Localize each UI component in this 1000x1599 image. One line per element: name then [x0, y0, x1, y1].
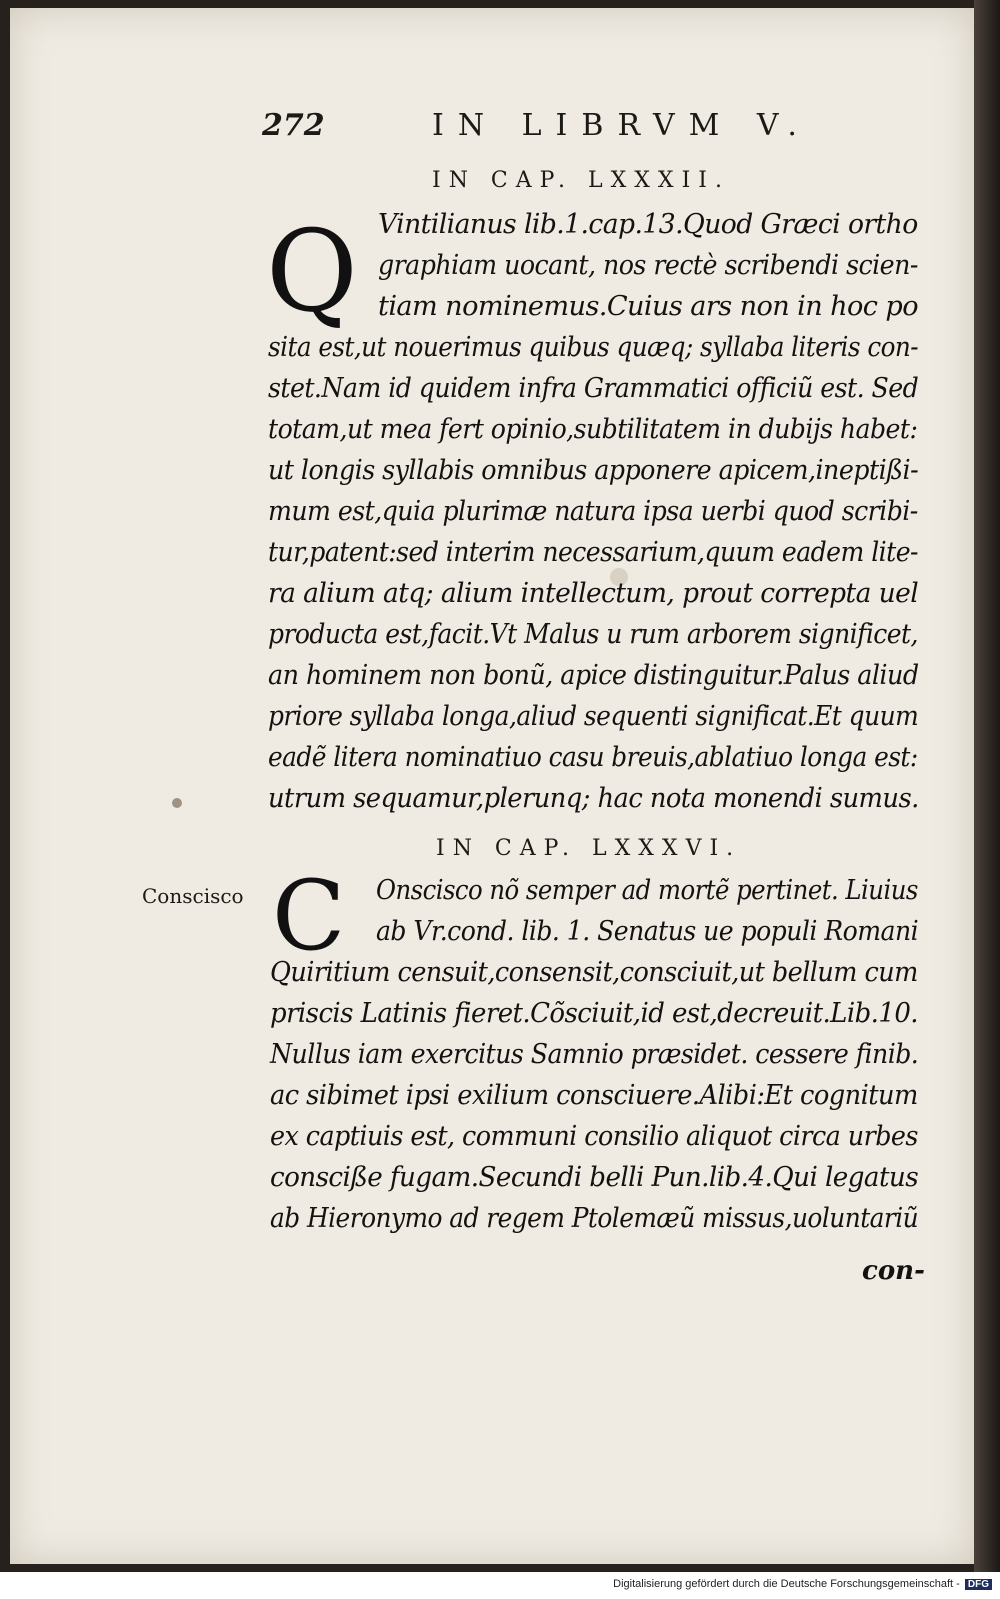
drop-cap-initial: C — [272, 860, 346, 972]
text-line: totam,ut mea fert opinio,subtilitatem in dubijs habet: — [268, 413, 918, 445]
dfg-logo: DFG — [965, 1579, 992, 1590]
text-line: Onscisco nõ semper ad mortẽ pertinet. Liuius — [376, 874, 918, 906]
text-line: Vintilianus lib.1.cap.13.Quod Græci ortho — [378, 208, 918, 240]
text-line: Nullus iam exercitus Samnio præsidet. cessere finib. — [270, 1038, 919, 1070]
text-line: ac sibimet ipsi exilium consciuere.Alibi:Et cognitum — [270, 1079, 918, 1111]
text-line: sita est,ut nouerimus quibus quæq; syllaba literis con- — [268, 331, 919, 363]
drop-cap-initial: Q — [266, 207, 358, 337]
book-title: IN LIBRVM V. — [432, 108, 811, 143]
text-line: ab Vr.cond. lib. 1. Senatus ue populi Romani — [376, 915, 919, 947]
text-line: eadẽ litera nominatiuo casu breuis,ablatiuo longa est: — [268, 741, 918, 773]
catchword: con- — [862, 1256, 925, 1286]
digitization-credit — [613, 1578, 992, 1590]
text-line: mum est,quia plurimæ natura ipsa uerbi quod scribi- — [268, 495, 918, 527]
text-line: utrum sequamur,plerunq; hac nota monendi sumus. — [268, 782, 919, 814]
text-line: tiam nominemus.Cuius ars non in hoc po — [378, 290, 918, 322]
chapter-heading: IN CAP. LXXXII. — [432, 168, 730, 193]
text-line: priore syllaba longa,aliud sequenti significat.Et quum — [268, 700, 919, 732]
text-line: ex captiuis est, communi consilio aliquot circa urbes — [270, 1120, 918, 1152]
credit-text: Digitalisierung gefördert durch die Deutsche Forschungsgemeinschaft - — [613, 1578, 960, 1590]
text-line: ut longis syllabis omnibus apponere apicem,ineptißi- — [268, 454, 919, 486]
chapter-heading: IN CAP. LXXXVI. — [436, 836, 742, 861]
text-line: ab Hieronymo ad regem Ptolemæũ missus,uoluntariũ — [270, 1202, 919, 1234]
text-line: priscis Latinis fieret.Cõsciuit,id est,decreuit.Lib.10. — [270, 997, 918, 1029]
text-line: producta est,facit.Vt Malus u rum arborem significet, — [268, 618, 918, 650]
text-line: an hominem non bonũ, apice distinguitur.Palus aliud — [268, 659, 919, 691]
page-stain — [172, 798, 182, 808]
marginal-note: Conscisco — [142, 884, 244, 908]
text-line: stet.Nam id quidem infra Grammatici officiũ est. Sed — [268, 372, 919, 404]
text-line: tur,patent:sed interim necessarium,quum eadem lite- — [268, 536, 918, 568]
page-number: 272 — [262, 108, 325, 143]
running-head — [262, 108, 862, 148]
text-line: consciße fugam.Secundi belli Pun.lib.4.Qui legatus — [270, 1161, 919, 1193]
text-line: ra alium atq; alium intellectum, prout correpta uel — [268, 577, 919, 609]
text-line: Quiritium censuit,consensit,consciuit,ut bellum cum — [270, 956, 918, 988]
text-line: graphiam uocant, nos rectè scribendi scien- — [378, 249, 918, 281]
book-spine — [974, 0, 1000, 1572]
